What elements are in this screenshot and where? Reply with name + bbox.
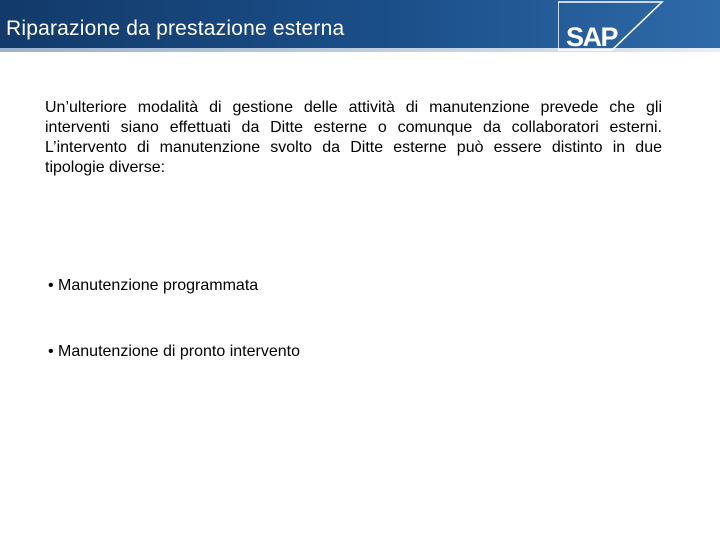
bullet-item-programmata: • Manutenzione programmata: [48, 277, 259, 294]
sap-logo: [558, 0, 668, 52]
sap-logo-text: SAP: [566, 22, 618, 52]
sap-logo-graphic: [558, 0, 668, 52]
slide-title: Riparazione da prestazione esterna: [6, 17, 345, 40]
bullet-item-pronto-intervento: • Manutenzione di pronto intervento: [48, 343, 300, 360]
intro-paragraph: Un’ulteriore modalità di gestione delle attività di manutenzione prevede che gli interventi siano effettuati da Ditte esterne o comunque da collaboratori esterni. L’intervento di manutenzione svolto da Ditte esterne può essere distinto in due tipologie diverse:: [45, 99, 662, 176]
